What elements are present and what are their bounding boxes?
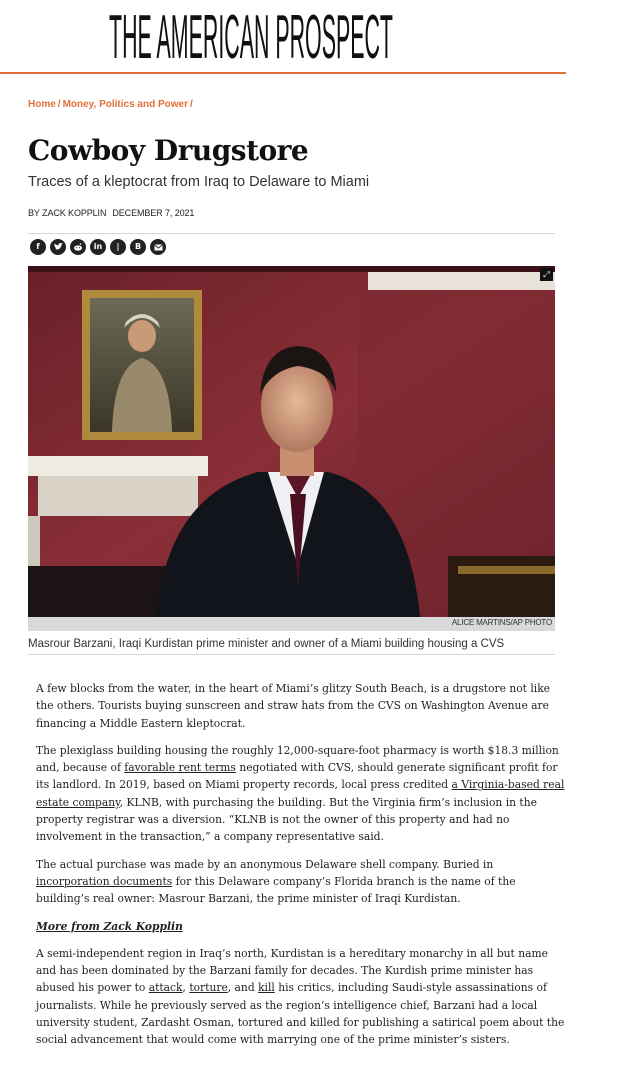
publish-date: DECEMBER 7, 2021 [112,208,195,218]
masthead [0,0,566,74]
blogger-icon[interactable]: B [130,239,146,255]
bar-icon[interactable]: | [110,239,126,255]
inline-link[interactable]: torture [189,981,228,995]
divider [28,654,555,655]
paragraph-text: , KLNB, with purchasing the building. But the Virginia firm’s inclusion in the property registrar was a diversion. “KLNB is not the owner of this property and had no involvement in the transaction,” a company representative said. [36,795,537,844]
photo-image [28,266,555,617]
inline-link[interactable]: a Virginia-based real estate company [36,778,565,809]
paragraph [36,742,566,846]
paragraph-text: negotiated with CVS, should generate significant profit for its landlord. In 2019, based on Miami property records, local press credited [36,761,558,792]
article-body [36,680,566,1059]
breadcrumb [28,99,195,110]
paragraph-text: for this Delaware company’s Florida branch is the name of the building’s real owner: Masrour Barzani, the prime minister of Iraqi Kurdistan. [36,874,516,906]
paragraph-text: A semi-independent region in Iraq’s north, Kurdistan is a hereditary monarchy in all but name and has been dominated by the Barzani family for decades. The Kurdish prime minister has abused his power to [36,946,548,995]
breadcrumb-separator: / [189,99,193,110]
article-subtitle: Traces of a kleptocrat from Iraq to Delaware to Miami [28,174,370,190]
inline-link[interactable]: kill [258,981,275,995]
breadcrumb-section[interactable]: Money, Politics and Power [62,99,188,110]
inline-link[interactable]: favorable rent terms [124,761,236,775]
paragraph-text: , and [227,981,259,995]
linkedin-icon[interactable]: in [90,239,106,255]
expand-icon[interactable]: ⤢ [540,268,553,281]
inline-link[interactable]: attack [148,981,183,995]
photo-credit-bar [28,617,555,631]
breadcrumb-separator: / [57,99,61,110]
paragraph-text: his critics, including Saudi-style assassinations of journalists. While he previously served as the region’s intelligence chief, Barzani had a local university student, Zardasht Osman, tortured and killed for publishing a satirical poem about the social advancement that would come with marrying one of the prime minister’s sisters. [36,981,565,1047]
more-from-author [36,918,566,935]
byline [28,208,194,218]
more-from-author-link[interactable]: More from Zack Kopplin [36,919,183,933]
photo-caption: Masrour Barzani, Iraqi Kurdistan prime minister and owner of a Miami building housing a CVS [28,638,505,650]
reddit-icon[interactable] [70,239,86,255]
inline-link[interactable]: incorporation documents [36,874,173,888]
divider [28,233,555,234]
article-title: Cowboy Drugstore [28,134,309,167]
paragraph-text: The plexiglass building housing the roughly 12,000-square-foot pharmacy is worth $18.3 million and, because of [36,743,559,775]
paragraph-text: , [182,981,190,995]
paragraph: A few blocks from the water, in the heart of Miami’s glitzy South Beach, is a drugstore not like the others. Tourists buying sunscreen and straw hats from the CVS on Washington Avenue are financing a Middle Eastern kleptocrat. [36,682,551,730]
facebook-icon[interactable]: f [30,239,46,255]
twitter-icon[interactable] [50,239,66,255]
photo-credit: ALICE MARTINS/AP PHOTO [451,618,552,627]
share-bar [30,239,166,255]
site-logo[interactable] [108,6,394,68]
article-photo[interactable] [28,266,555,617]
svg-text:THE AMERICAN PROSPECT: THE AMERICAN PROSPECT [109,6,393,68]
author-link[interactable]: BY ZACK KOPPLIN [28,208,107,218]
breadcrumb-home[interactable]: Home [28,99,56,110]
paragraph [36,945,566,1049]
paragraph [36,856,566,908]
paragraph-text: The actual purchase was made by an anonymous Delaware shell company. Buried in [36,857,494,871]
email-icon[interactable] [150,239,166,255]
